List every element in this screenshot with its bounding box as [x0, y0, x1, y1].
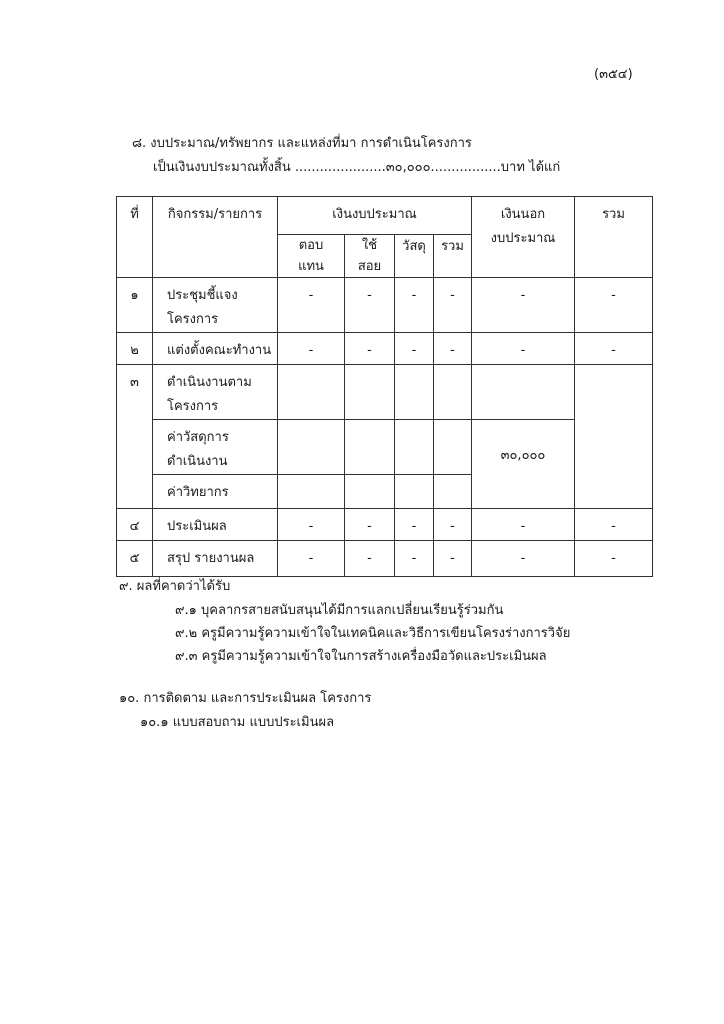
cell-compensation — [278, 475, 345, 509]
section9-heading: ๙. ผลที่คาดว่าได้รับ — [119, 579, 231, 594]
header-budget: เงินงบประมาณ — [278, 197, 472, 235]
row-activity-line1: ประชุมชี้แจง — [167, 288, 238, 303]
cell-off-budget — [472, 365, 575, 420]
subheader-expense-line1: ใช้ — [361, 238, 378, 253]
cell-expense — [345, 475, 395, 509]
cell-subtotal — [434, 420, 472, 475]
cell-compensation — [278, 420, 345, 475]
subheader-compensation — [278, 235, 345, 278]
row-activity: สรุป รายงานผล — [153, 541, 278, 577]
section8-heading: ๘. งบประมาณ/ทรัพยากร และแหล่งที่มา การดำเนินโครงการ — [132, 136, 472, 151]
cell-total: - — [575, 509, 653, 541]
cell-material: - — [395, 278, 434, 333]
cell-expense: - — [345, 509, 395, 541]
expected-result-item: ๙.๒ ครูมีความรู้ความเข้าใจในเทคนิคและวิธีการเขียนโครงร่างการวิจัย — [175, 626, 571, 641]
cell-expense: - — [345, 333, 395, 365]
cell-off-budget: - — [472, 278, 575, 333]
table-row — [117, 509, 653, 541]
row-activity-line2: โครงการ — [167, 312, 219, 327]
cell-subtotal: - — [434, 509, 472, 541]
cell-total — [575, 365, 653, 509]
cell-material — [395, 475, 434, 509]
row-subitem: ค่าวิทยากร — [153, 475, 278, 509]
cell-subtotal: - — [434, 278, 472, 333]
expected-result-item: ๙.๓ ครูมีความรู้ความเข้าใจในการสร้างเครื่องมือวัดและประเมินผล — [175, 649, 547, 664]
row-subitem-line1: ค่าวัสดุการ — [167, 430, 229, 445]
cell-off-budget: - — [472, 333, 575, 365]
cell-total: - — [575, 333, 653, 365]
cell-material: - — [395, 509, 434, 541]
cell-off-budget: - — [472, 541, 575, 577]
header-off-budget — [472, 197, 575, 278]
row-number: ๒ — [117, 333, 153, 365]
row-activity-line1: ดำเนินงานตาม — [167, 375, 252, 390]
cell-material: - — [395, 333, 434, 365]
cell-total: - — [575, 278, 653, 333]
header-activity: กิจกรรม/รายการ — [153, 197, 278, 278]
header-total: รวม — [575, 197, 653, 278]
row-number: ๕ — [117, 541, 153, 577]
subheader-expense-line2: สอย — [357, 259, 382, 274]
header-off-budget-line1: เงินนอก — [500, 207, 546, 222]
budget-total-line: เป็นเงินงบประมาณทั้งสิ้น ......................๓๐,๐๐๐.................บาท ได้แก่ — [153, 160, 561, 175]
expected-result-item: ๙.๑ บุคลากรสายสนับสนุนได้มีการแลกเปลี่ยนเรียนรู้ร่วมกัน — [175, 603, 504, 618]
cell-compensation: - — [278, 278, 345, 333]
cell-expense: - — [345, 278, 395, 333]
table-row — [117, 333, 653, 365]
cell-total: - — [575, 541, 653, 577]
row-number: ๓ — [117, 365, 153, 509]
table-row — [117, 541, 653, 577]
row-activity — [153, 278, 278, 333]
table-row — [117, 278, 653, 333]
budget-table — [116, 196, 653, 577]
row-number: ๔ — [117, 509, 153, 541]
cell-subtotal — [434, 365, 472, 420]
subheader-subtotal: รวม — [434, 235, 472, 278]
row-activity — [153, 365, 278, 420]
cell-compensation: - — [278, 541, 345, 577]
cell-material — [395, 365, 434, 420]
cell-subtotal — [434, 475, 472, 509]
cell-compensation: - — [278, 509, 345, 541]
row-number: ๑ — [117, 278, 153, 333]
evaluation-item: ๑๐.๑ แบบสอบถาม แบบประเมินผล — [140, 715, 335, 730]
cell-expense — [345, 420, 395, 475]
cell-compensation: - — [278, 333, 345, 365]
subheader-expense — [345, 235, 395, 278]
row-activity: ประเมินผล — [153, 509, 278, 541]
cell-material — [395, 420, 434, 475]
header-off-budget-line2: งบประมาณ — [490, 231, 556, 246]
table-subrow — [117, 420, 653, 475]
row-subitem-line2: ดำเนินงาน — [167, 454, 228, 469]
subheader-material: วัสดุ — [395, 235, 434, 278]
row-activity: แต่งตั้งคณะทำงาน — [153, 333, 278, 365]
header-no: ที่ — [117, 197, 153, 278]
header-row — [117, 197, 653, 235]
row-subitem — [153, 420, 278, 475]
subheader-compensation-line2: แทน — [298, 259, 324, 274]
cell-material: - — [395, 541, 434, 577]
cell-compensation — [278, 365, 345, 420]
page-number: (๓๕๔) — [594, 67, 633, 82]
subheader-compensation-line1: ตอบ — [298, 238, 324, 253]
cell-subtotal: - — [434, 333, 472, 365]
cell-off-budget: - — [472, 509, 575, 541]
cell-expense — [345, 365, 395, 420]
cell-off-budget: ๓๐,๐๐๐ — [472, 420, 575, 509]
cell-subtotal: - — [434, 541, 472, 577]
row-activity-line2: โครงการ — [167, 399, 219, 414]
section10-heading: ๑๐. การติดตาม และการประเมินผล โครงการ — [119, 691, 372, 706]
cell-expense: - — [345, 541, 395, 577]
table-row — [117, 365, 653, 420]
